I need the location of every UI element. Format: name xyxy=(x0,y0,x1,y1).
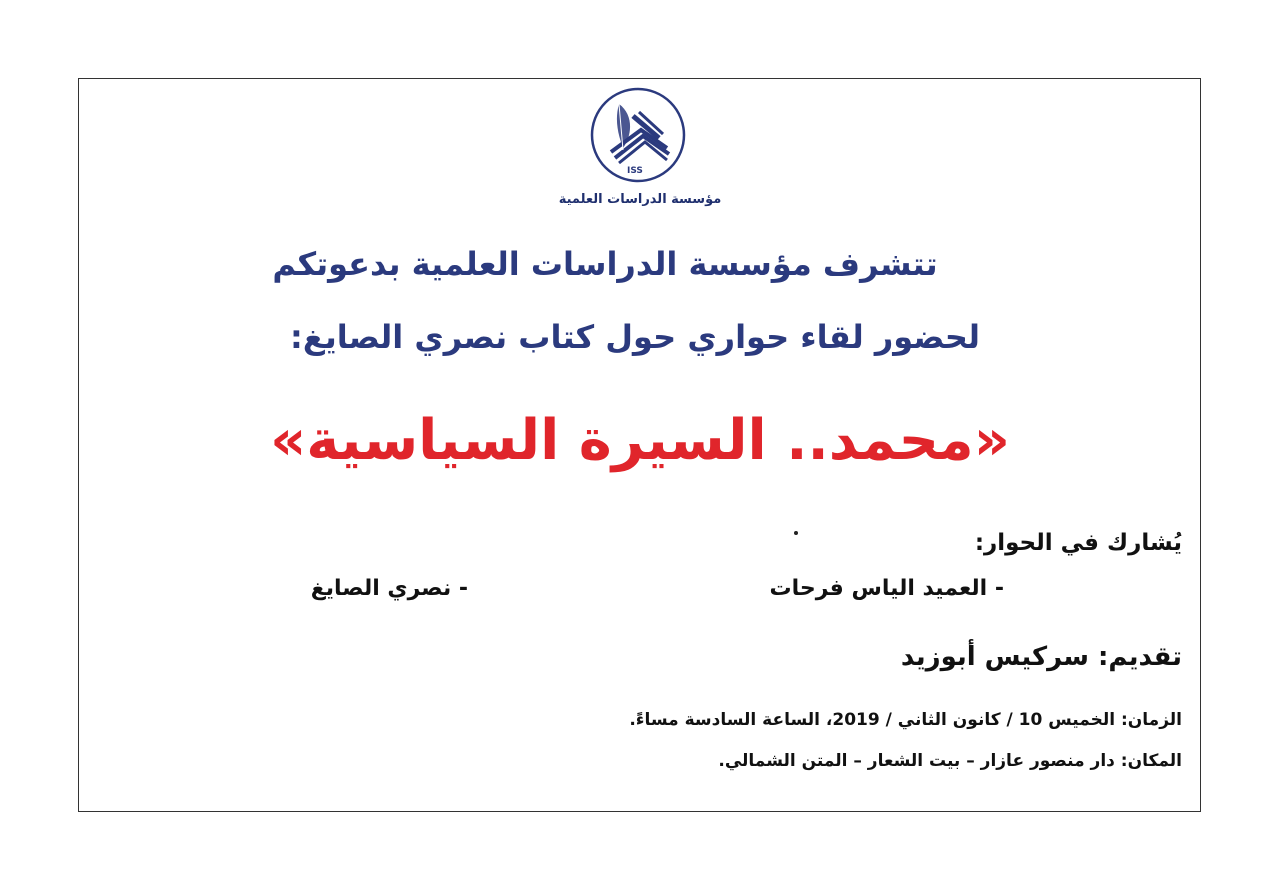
logo xyxy=(589,86,687,184)
participant-2: - نصري الصايغ xyxy=(310,576,468,601)
time-line: الزمان: الخميس 10 / كانون الثاني / 2019، الساعة السادسة مساءً. xyxy=(629,710,1182,730)
logo-acronym: ISS xyxy=(627,166,643,176)
invitation-line-1: تتشرف مؤسسة الدراسات العلمية بدعوتكم xyxy=(272,245,938,283)
invitation-line-2: لحضور لقاء حواري حول كتاب نصري الصايغ: xyxy=(290,318,980,356)
presenter-line: تقديم: سركيس أبوزيد xyxy=(900,642,1182,672)
participants-label: يُشارك في الحوار: xyxy=(974,530,1182,556)
stray-dot xyxy=(794,531,798,535)
logo-caption: مؤسسة الدراسات العلمية xyxy=(558,192,722,207)
place-line: المكان: دار منصور عازار – بيت الشعار – المتن الشمالي. xyxy=(718,751,1182,771)
participant-1: - العميد الياس فرحات xyxy=(769,576,1004,601)
book-title: «محمد.. السيرة السياسية» xyxy=(270,408,1010,473)
